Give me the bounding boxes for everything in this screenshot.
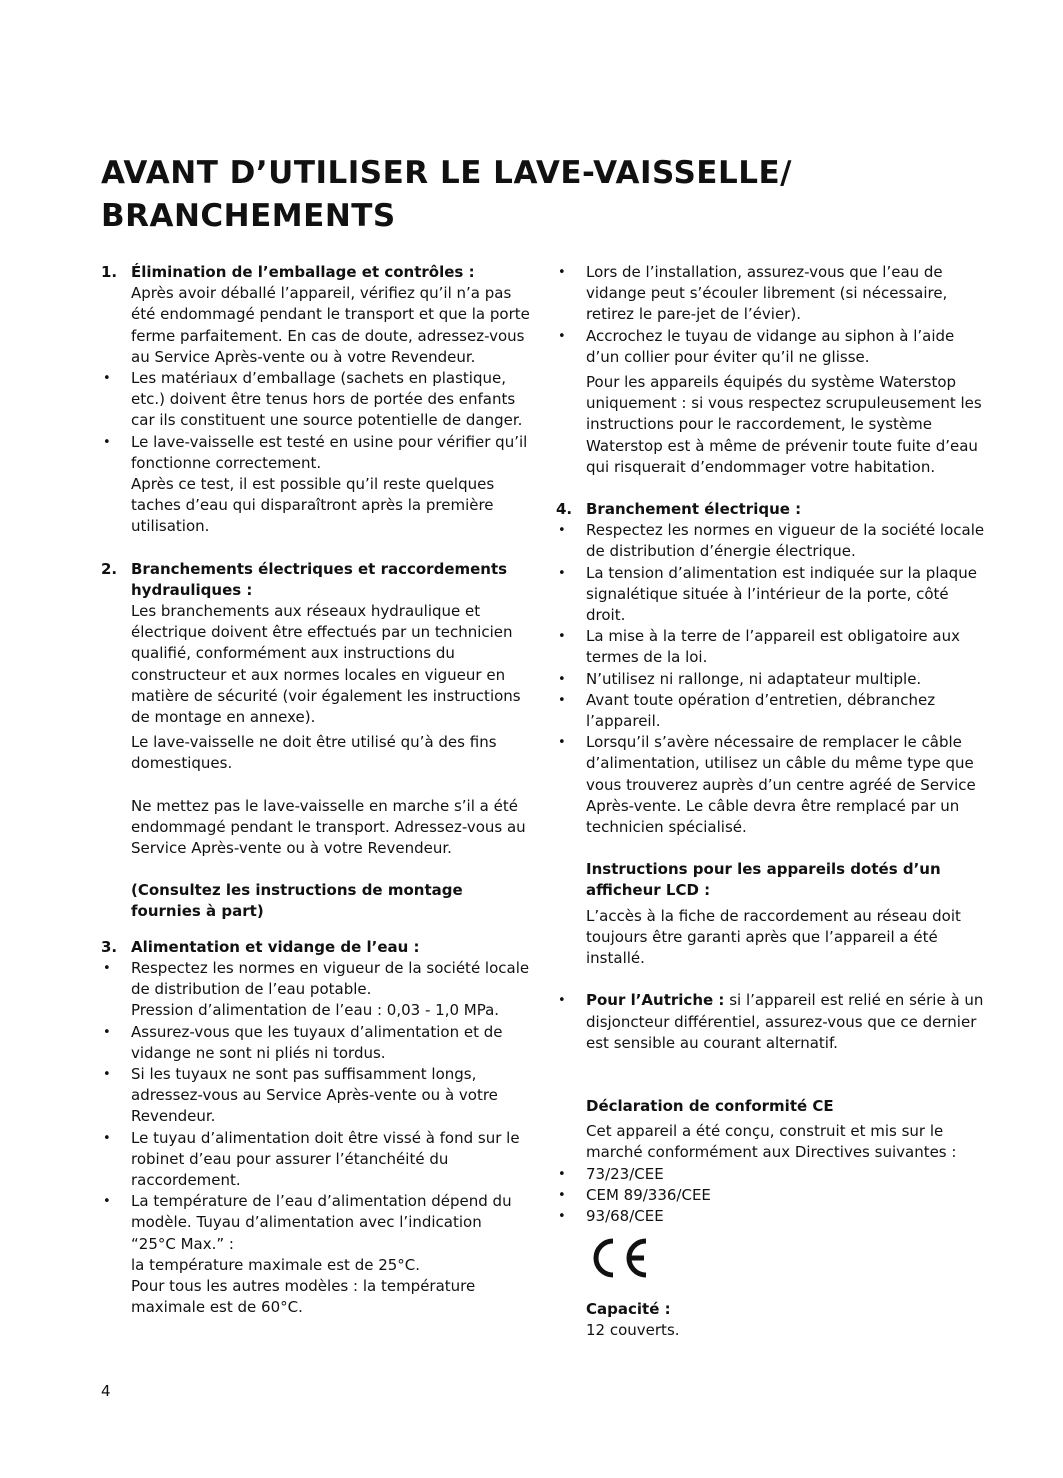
right-column (556, 262, 986, 1342)
list-item: • Le lave-vaisselle est testé en usine pour vérifier qu’il fonctionne correctement. (103, 432, 528, 472)
list-item: • La température de l’eau d’alimentation dépend du modèle. Tuyau d’alimentation avec l’indication “25°C Max.” : (103, 1192, 512, 1253)
note: (Consultez les instructions de montage fournies à part) (131, 881, 463, 921)
section-number: 4. (556, 500, 573, 519)
ce-mark-logo (586, 1235, 650, 1281)
paragraph: Le lave-vaisselle ne doit être utilisé qu’à des fins domestiques. (131, 733, 497, 773)
bullet-icon: • (558, 565, 566, 581)
bullet-icon: • (558, 1166, 566, 1182)
left-column (101, 262, 531, 1318)
list-item: • Avant toute opération d’entretien, débranchez l’appareil. (558, 690, 936, 731)
capacity-label: Capacité : (586, 1300, 671, 1319)
section-2-heading: 2. Branchements électriques et raccordements hydrauliques : (101, 559, 508, 599)
bullet-icon: • (558, 735, 566, 751)
list-item: • La tension d’alimentation est indiquée sur la plaque signalétique située à l’intérieur de la porte, côté droit. (558, 563, 977, 625)
bullet-icon: • (558, 993, 566, 1009)
section-number: 3. (101, 937, 118, 956)
list-item: • Respectez les normes en vigueur de la société locale de distribution de l’eau potable. (103, 958, 530, 999)
list-item: • Le tuyau d’alimentation doit être vissé à fond sur le robinet d’eau pour assurer l’étanchéité du raccordement. (103, 1128, 520, 1189)
list-item: • Si les tuyaux ne sont pas suffisamment longs, adressez-vous au Service Après-vente ou à votre Revendeur. (103, 1064, 498, 1126)
paragraph: Les branchements aux réseaux hydraulique et électrique doivent être effectués par un technicien qualifié, conformément aux instructions du constructeur et aux normes locales en vigueur en matière de sécurité (voir également les instructions de montage en annexe). (131, 602, 521, 727)
bullet-icon: • (558, 1208, 566, 1224)
paragraph: Pour tous les autres modèles : la température maximale est de 60°C. (131, 1276, 476, 1317)
section-3-heading: 3. Alimentation et vidange de l’eau : (101, 937, 531, 958)
lcd-heading: Instructions pour les appareils dotés d’un afficheur LCD : (586, 860, 941, 900)
page-number: 4 (101, 1382, 111, 1400)
bullet-icon: • (103, 1130, 111, 1146)
austria-label: Pour l’Autriche : (586, 991, 725, 1010)
capacity-value: 12 couverts. (586, 1321, 680, 1340)
list-item: • Lors de l’installation, assurez-vous que l’eau de vidange peut s’écouler librement (si nécessaire, retirez le pare-jet de l’évier). (558, 263, 948, 324)
bullet-icon: • (558, 692, 566, 708)
section-number: 2. (101, 559, 118, 578)
section-4-heading: 4. Branchement électrique : (556, 499, 986, 520)
paragraph: Après avoir déballé l’appareil, vérifiez qu’il n’a pas été endommagé pendant le transport et que la porte ferme parfaitement. En cas de doute, adressez-vous au Service Après-vente ou à votre Revendeur. (131, 284, 530, 366)
bullet-icon: • (558, 265, 566, 280)
bullet-icon: • (103, 1024, 111, 1040)
page-title: AVANT D’UTILISER LE LAVE-VAISSELLE/ BRANCHEMENTS (101, 155, 792, 234)
list-item: • Lorsqu’il s’avère nécessaire de remplacer le câble d’alimentation, utilisez un câble du même type que vous trouverez auprès d’un centre agréé de Service Après-vente. Le câble devra être remplacé par un technicien spécialisé. (558, 733, 976, 837)
list-item: • Pour l’Autriche : si l’appareil est relié en série à un disjoncteur différentiel, assurez-vous que ce dernier est sensible au courant alternatif. (558, 991, 984, 1052)
bullet-icon: • (103, 960, 111, 976)
section-number: 1. (101, 263, 118, 281)
paragraph: Pression d’alimentation de l’eau : 0,03 - 1,0 MPa. (131, 1001, 500, 1020)
list-item: • Respectez les normes en vigueur de la société locale de distribution d’énergie électrique. (558, 521, 985, 561)
paragraph: Ne mettez pas le lave-vaisselle en marche s’il a été endommagé pendant le transport. Adressez-vous au Service Après-vente ou à votre Revendeur. (131, 796, 526, 858)
list-item: • 93/68/CEE (556, 1206, 986, 1227)
bullet-icon: • (558, 671, 566, 687)
list-item: • CEM 89/336/CEE (556, 1185, 986, 1206)
ce-mark-icon (556, 1235, 986, 1285)
paragraph: Après ce test, il est possible qu’il reste quelques taches d’eau qui disparaîtront après la première utilisation. (131, 475, 495, 536)
paragraph: la température maximale est de 25°C. (131, 1255, 421, 1274)
bullet-icon: • (558, 328, 566, 344)
bullet-icon: • (103, 1066, 111, 1082)
paragraph: Pour les appareils équipés du système Waterstop uniquement : si vous respectez scrupuleusement les instructions pour le raccordement, le système Waterstop est à même de prévenir toute fuite d’eau qui risquerait d’endommager votre habitation. (586, 373, 982, 476)
ce-heading: Déclaration de conformité CE (586, 1096, 834, 1115)
bullet-icon: • (558, 629, 566, 645)
list-item: • Assurez-vous que les tuyaux d’alimentation et de vidange ne sont ni pliés ni tordus. (103, 1022, 503, 1062)
list-item: • 73/23/CEE (556, 1164, 986, 1185)
bullet-icon: • (558, 523, 566, 539)
bullet-icon: • (103, 1194, 111, 1210)
list-item: • Les matériaux d’emballage (sachets en plastique, etc.) doivent être tenus hors de portée des enfants car ils constituent une source potentielle de danger. (103, 369, 523, 430)
paragraph: L’accès à la fiche de raccordement au réseau doit toujours être garanti après que l’appareil a été installé. (586, 906, 961, 968)
list-item: • La mise à la terre de l’appareil est obligatoire aux termes de la loi. (558, 627, 960, 667)
paragraph: Cet appareil a été conçu, construit et mis sur le marché conformément aux Directives suivantes : (586, 1122, 957, 1162)
bullet-icon: • (558, 1187, 566, 1203)
list-item: • Accrochez le tuyau de vidange au siphon à l’aide d’un collier pour éviter qu’il ne glisse. (558, 326, 955, 366)
list-item: • N’utilisez ni rallonge, ni adaptateur multiple. (556, 669, 986, 690)
bullet-icon: • (103, 371, 111, 387)
section-1-heading: 1. Élimination de l’emballage et contrôles : (101, 262, 531, 283)
bullet-icon: • (103, 434, 111, 450)
